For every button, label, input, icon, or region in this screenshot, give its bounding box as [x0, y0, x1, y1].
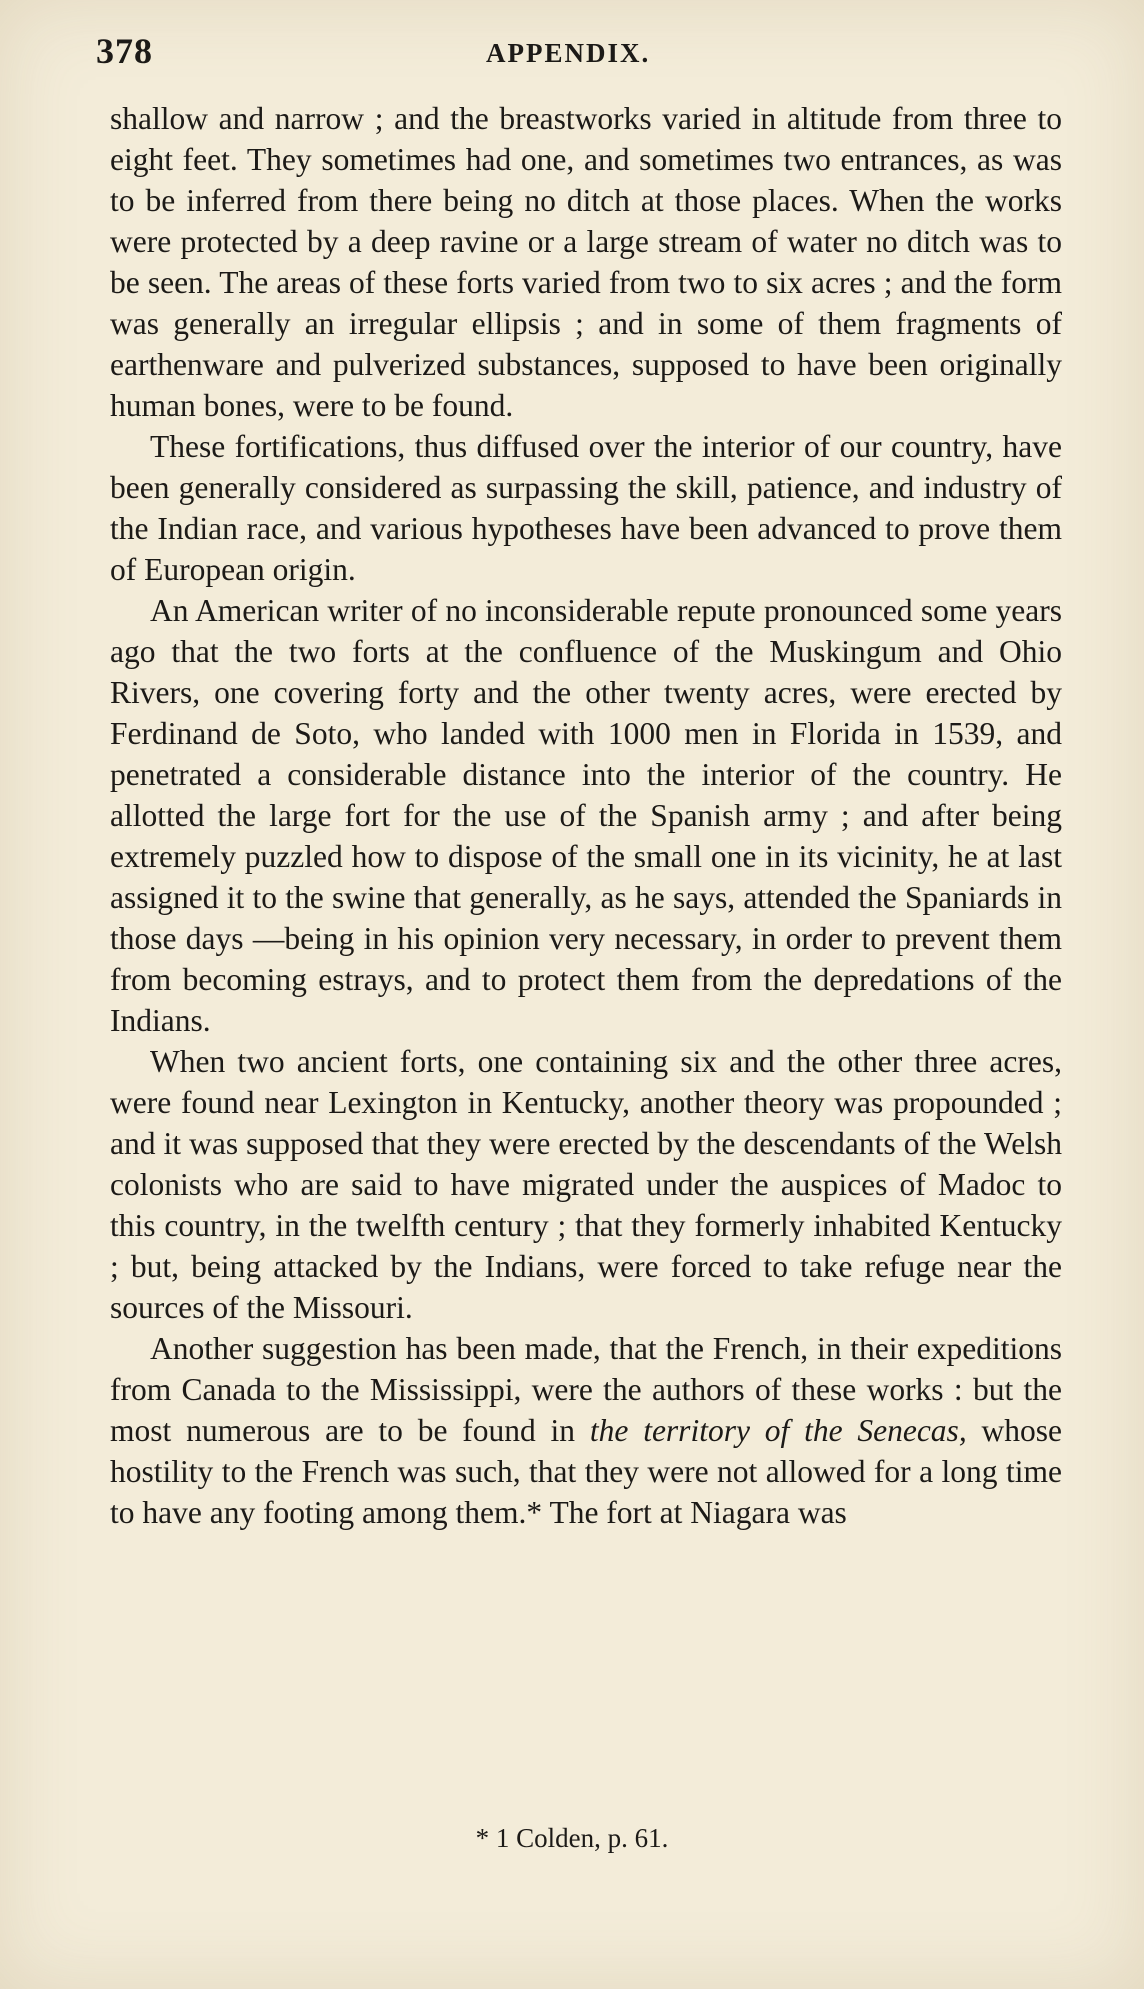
paragraph-5-italic: the territory of the Senecas,: [589, 1413, 967, 1448]
paragraph-5-text-before: Another suggestion has been made, that the French, in their expeditions from Canada to the Mississippi, were the authors of these works : but the most numerous are to be found in: [110, 1331, 1062, 1448]
running-head: APPENDIX.: [486, 38, 651, 68]
body-text: [110, 98, 1062, 1533]
paragraph-4: When two ancient forts, one containing six and the other three acres, were found near Lexington in Kentucky, another theory was propounded ; and it was supposed that they were erected by the descendants of the Welsh colonists who are said to have migrated under the auspices of Madoc to this country, in the twelfth century ; that they formerly inhabited Kentucky ; but, being attacked by the Indians, were forced to take refuge near the sources of the Missouri.: [110, 1044, 1062, 1325]
paragraph-5-text-after: whose hostility to the French was such, that they were not allowed for a long time to have any footing among them.* The fort at Niagara was: [110, 1413, 1063, 1530]
paragraph-3: An American writer of no inconsiderable repute pronounced some years ago that the two forts at the confluence of the Muskingum and Ohio Rivers, one covering forty and the other twenty acres, were erected by Ferdinand de Soto, who landed with 1000 men in Florida in 1539, and penetrated a considerable distance into the interior of the country. He allotted the large fort for the use of the Spanish army ; and after being extremely puzzled how to dispose of the small one in its vicinity, he at last assigned it to the swine that generally, as he says, attended the Spaniards in those days —being in his opinion very necessary, in order to prevent them from becoming estrays, and to protect them from the depredations of the Indians.: [110, 593, 1062, 1038]
footnote: * 1 Colden, p. 61.: [475, 1823, 669, 1853]
paragraph-5: [110, 1328, 1062, 1533]
page-header: [96, 30, 1072, 80]
paragraph-2: These fortifications, thus diffused over the interior of our country, have been generally considered as surpassing the skill, patience, and industry of the Indian race, and various hypotheses have been advanced to prove them of European origin.: [110, 429, 1062, 587]
page-number: 378: [96, 31, 153, 71]
paragraph-1: shallow and narrow ; and the breastworks varied in altitude from three to eight feet. They sometimes had one, and sometimes two entrances, as was to be inferred from there being no ditch at those places. When the works were protected by a deep ravine or a large stream of water no ditch was to be seen. The areas of these forts varied from two to six acres ; and the form was generally an irregular ellipsis ; and in some of them fragments of earthenware and pulverized substances, supposed to have been originally human bones, were to be found.: [110, 101, 1062, 423]
